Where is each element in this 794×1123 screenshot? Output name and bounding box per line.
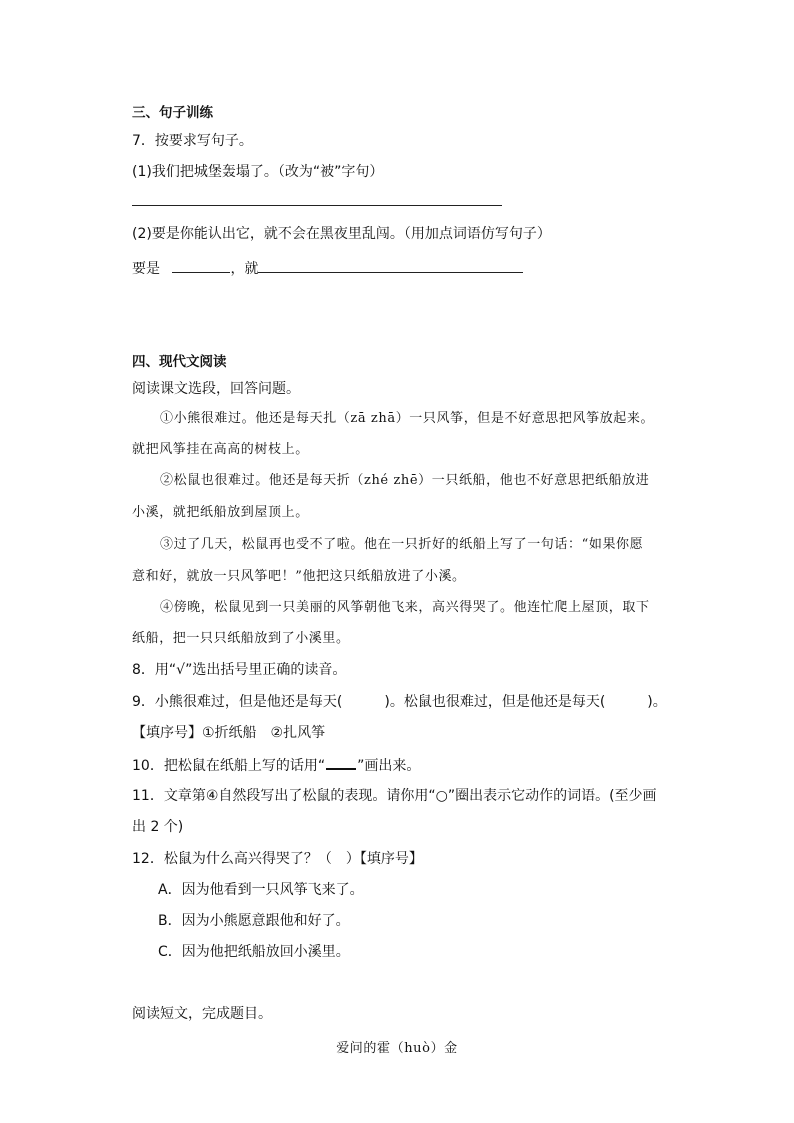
- blank-1[interactable]: [172, 258, 230, 273]
- question-7-part-1: (1)我们把城堡轰塌了。（改为“被”字句）: [132, 164, 384, 180]
- passage-para-2-line-2: 小溪，就把纸船放到屋顶上。: [132, 505, 309, 520]
- reading-intro: 阅读课文选段，回答问题。: [132, 381, 300, 397]
- question-11-line-2: 出 2 个): [132, 819, 184, 835]
- passage-para-2-line-1: ②松鼠也很难过。他还是每天折（zhé zhē）一只纸船，他也不好意思把纸船放进: [160, 473, 650, 488]
- question-10-prefix: 10．把松鼠在纸船上写的话用“: [132, 758, 326, 774]
- question-8: 8．用“√”选出括号里正确的读音。: [132, 662, 347, 678]
- passage-para-1-line-2: 就把风筝挂在高高的树枝上。: [132, 442, 309, 457]
- underline-symbol: [326, 756, 356, 770]
- short-text-title: 爱问的霍（huò）金: [336, 1041, 458, 1056]
- question-10-suffix: ”画出来。: [357, 758, 421, 774]
- answer-line-7-1[interactable]: [132, 205, 502, 206]
- question-7: 7．按要求写句子。: [132, 133, 253, 149]
- question-12: 12．松鼠为什么高兴得哭了？（ ）【填序号】: [132, 851, 423, 867]
- passage-para-4-line-2: 纸船，把一只只纸船放到了小溪里。: [132, 631, 350, 646]
- passage-para-1-line-1: ①小熊很难过。他还是每天扎（zā zhā）一只风筝，但是不好意思把风筝放起来。: [160, 411, 655, 426]
- passage-para-4-line-1: ④傍晚，松鼠见到一只美丽的风筝朝他飞来，高兴得哭了。他连忙爬上屋顶，取下: [160, 600, 650, 615]
- question-7-part-2-template: [132, 258, 523, 278]
- question-12-option-a[interactable]: A．因为他看到一只风筝飞来了。: [158, 882, 364, 898]
- section-3-heading: 三、句子训练: [132, 105, 213, 121]
- short-text-intro: 阅读短文，完成题目。: [132, 1006, 272, 1022]
- question-10: [132, 756, 420, 775]
- question-9: 9．小熊很难过，但是他还是每天( )。松鼠也很难过，但是他还是每天( )。: [132, 694, 667, 710]
- passage-para-3-line-1: ③过了几天，松鼠再也受不了啦。他在一只折好的纸船上写了一句话：“如果你愿: [160, 537, 644, 552]
- passage-para-3-line-2: 意和好，就放一只风筝吧！”他把这只纸船放进了小溪。: [132, 569, 466, 584]
- question-7-part-2: (2)要是你能认出它，就不会在黑夜里乱闯。（用加点词语仿写句子）: [132, 226, 551, 242]
- question-11-line-1: 11．文章第④自然段写出了松鼠的表现。请你用“○”圈出表示它动作的词语。(至少画: [132, 788, 657, 804]
- question-12-option-c[interactable]: C．因为他把纸船放回小溪里。: [158, 944, 350, 960]
- template-prefix: 要是: [132, 261, 160, 277]
- question-9-options: 【填序号】①折纸船 ②扎风筝: [132, 725, 326, 741]
- question-12-option-b[interactable]: B．因为小熊愿意跟他和好了。: [158, 913, 350, 929]
- blank-2[interactable]: [258, 258, 523, 273]
- template-middle: ，就: [230, 261, 259, 277]
- section-4-heading: 四、现代文阅读: [132, 354, 227, 370]
